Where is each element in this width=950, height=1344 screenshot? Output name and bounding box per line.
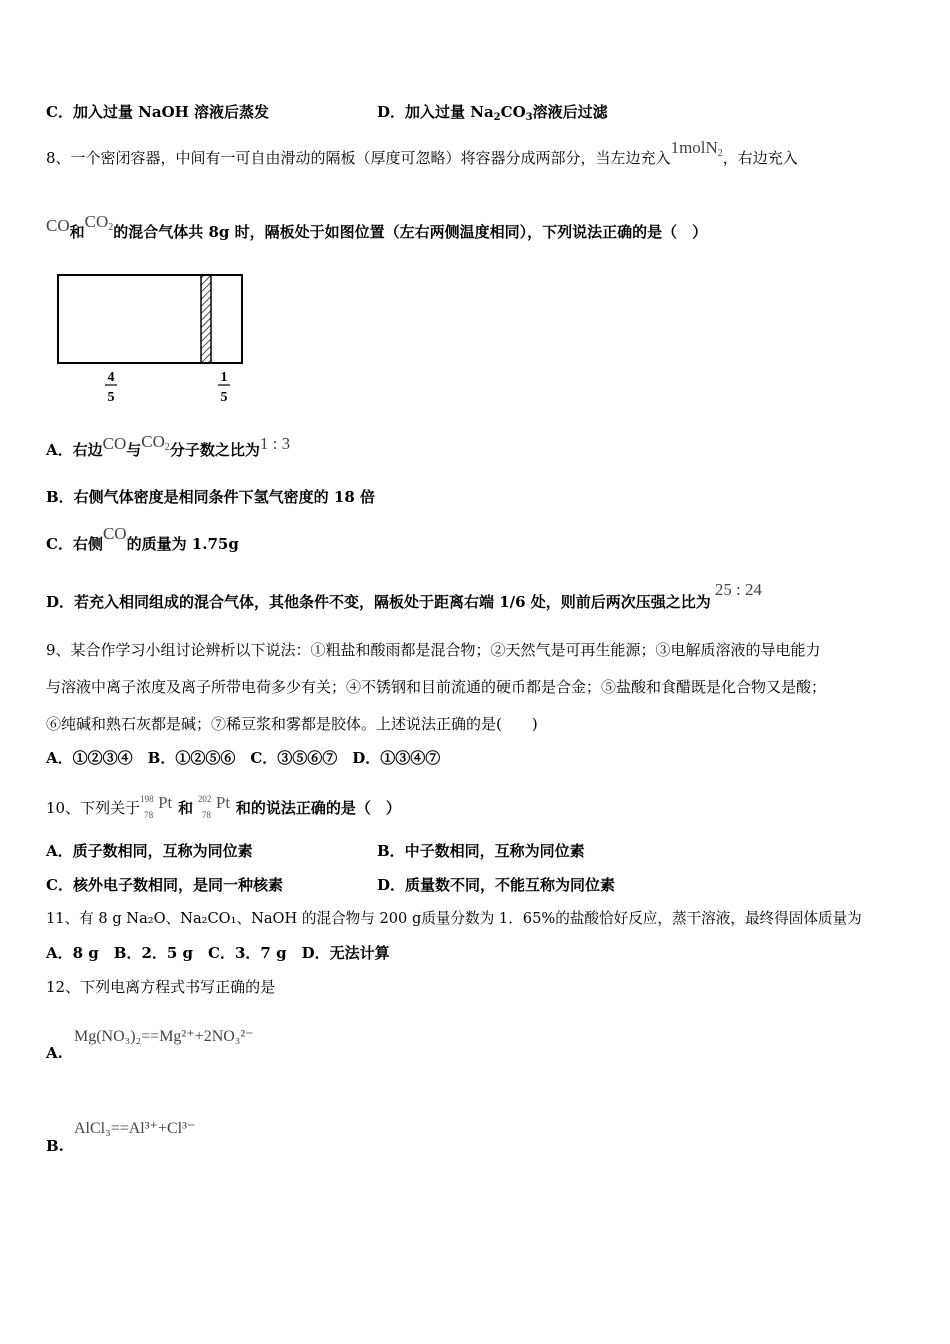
q8-option-b: B．右侧气体密度是相同条件下氢气密度的 18 倍: [46, 488, 375, 506]
label-right-denominator: 5: [220, 390, 228, 405]
sliding-partition: [201, 275, 211, 363]
q12-option-b-equation: AlCl₃==Al³⁺+Cl³⁻: [74, 1120, 196, 1137]
q7-option-c: C．加入过量 NaOH 溶液后蒸发: [46, 103, 270, 121]
q9-stem-line3: ⑥纯碱和熟石灰都是碱；⑦稀豆浆和雾都是胶体。上述说法正确的是( ): [46, 715, 538, 733]
q12-option-a-label: A.: [46, 1044, 63, 1062]
q11-options: A．8 g B．2．5 g C．3．7 g D．无法计算: [46, 944, 390, 962]
label-left-denominator: 5: [107, 390, 115, 405]
pt202-nuclide: 202 78 Pt: [197, 793, 231, 820]
q8-option-a: A．右边CO与$CO_2$分子数之比为1 : 3: [46, 432, 291, 459]
q9-stem-line1: 9、某合作学习小组讨论辨析以下说法：①粗盐和酸雨都是混合物；②天然气是可再生能源；③电解质溶液的导电能力: [46, 641, 821, 659]
q10-option-d: D．质量数不同，不能互称为同位素: [377, 876, 616, 894]
pt198-nuclide: 198 78 Pt: [140, 793, 173, 820]
container-box: [58, 275, 242, 363]
q12-option-b-label: B.: [46, 1137, 64, 1155]
q8-option-d: D．若充入相同组成的混合气体，其他条件不变，隔板处于距离右端 1/6 处，则前后两次压强之比为25 : 24: [46, 580, 763, 611]
q10-stem: 10、下列关于 198 78 Pt 和 202 78 Pt 和的说法正确的是（ ）: [46, 793, 401, 820]
label-left-numerator: 4: [107, 370, 115, 385]
q12-stem: 12、下列电离方程式书写正确的是: [46, 978, 276, 996]
q10-option-b: B．中子数相同，互称为同位素: [377, 842, 585, 860]
q9-stem-line2: 与溶液中离子浓度及离子所带电荷多少有关；④不锈钢和目前流通的硬币都是合金；⑤盐酸和食醋既是化合物又是酸；: [46, 678, 827, 696]
q7-option-d: D．加入过量 $Na_2CO_3$溶液后过滤: [377, 103, 608, 123]
q9-options: A．①②③④ B．①②⑤⑥ C．③⑤⑥⑦ D．①③④⑦: [46, 749, 441, 767]
label-right-numerator: 1: [220, 370, 228, 385]
q8-stem-line1: 8、一个密闭容器，中间有一可自由滑动的隔板（厚度可忽略）将容器分成两部分，当左边充入1molN$_2$，右边充入: [46, 138, 798, 167]
q10-option-c: C．核外电子数相同，是同一种核素: [46, 876, 283, 894]
q11-stem: 11、有 8 g Na₂O、Na₂CO₁、NaOH 的混合物与 200 g质量分数为 1．65%的盐酸恰好反应，蒸干溶液，最终得固体质量为: [46, 910, 862, 927]
container-diagram: [48, 268, 258, 408]
q8-option-c: C．右侧CO的质量为 1.75g: [46, 524, 239, 553]
q10-option-a: A．质子数相同，互称为同位素: [46, 842, 253, 860]
q12-option-a-equation: Mg(NO₃)₂==Mg²⁺+2NO₃²⁻: [74, 1028, 254, 1045]
q8-stem-line2: CO和$CO_2$的混合气体共 8g 时，隔板处于如图位置（左右两侧温度相同），下列说法正确的是（ ）: [46, 212, 708, 241]
